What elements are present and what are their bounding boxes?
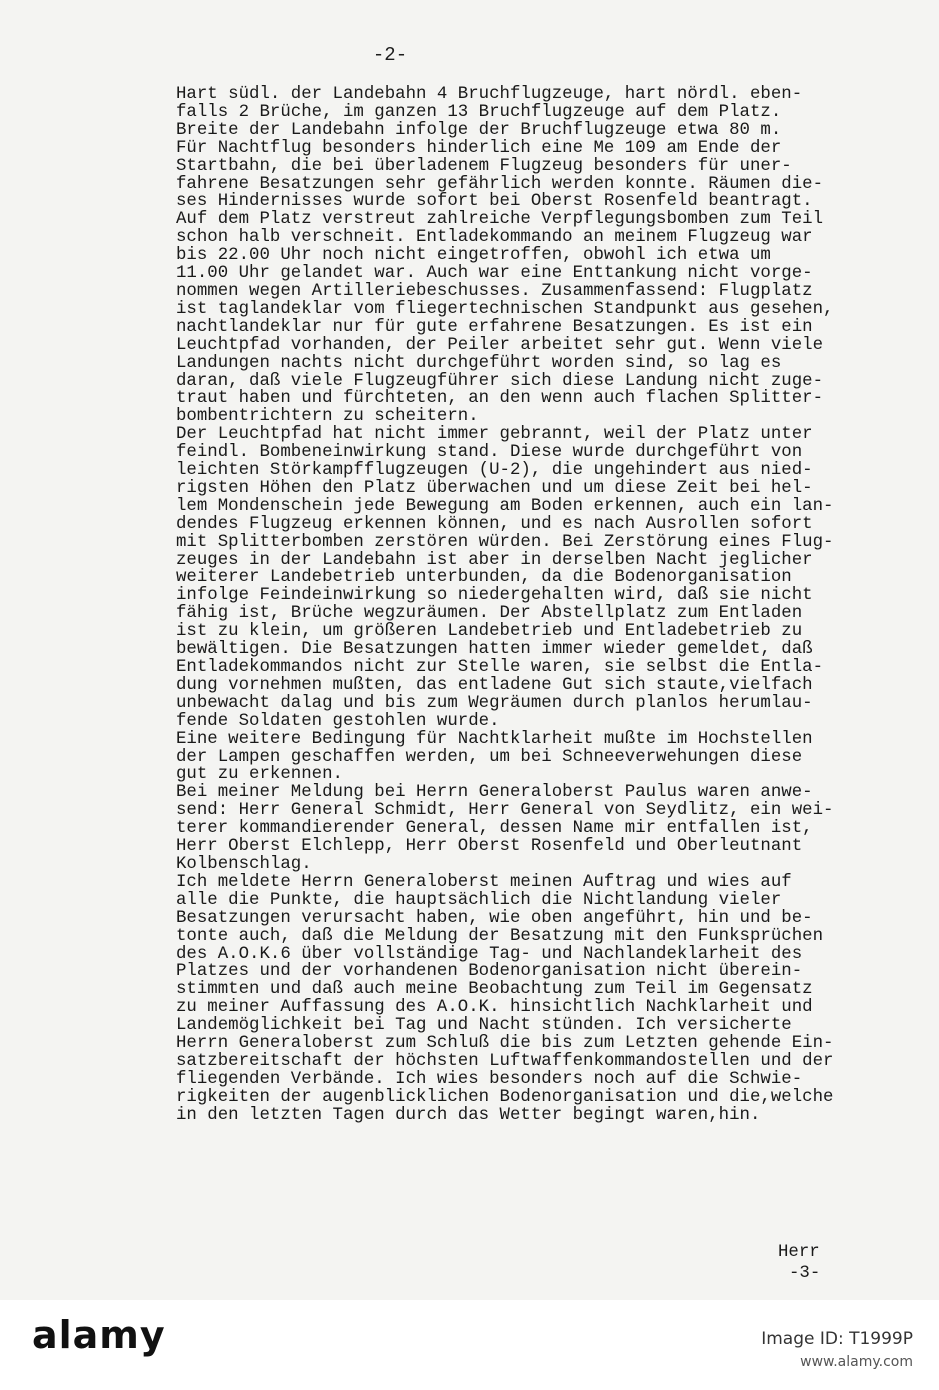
text-line: Kolbenschlag. (176, 854, 312, 874)
text-line: bombentrichtern zu scheitern. (176, 407, 479, 427)
text-line: Bei meiner Meldung bei Herrn Generaloberst Paulus waren anwe- (176, 783, 813, 803)
text-line: Landemöglichkeit bei Tag und Nacht stünden. Ich versicherte (176, 1016, 792, 1036)
text-line: daran, daß viele Flugzeugführer sich diese Landung nicht zuge- (176, 371, 824, 391)
text-line: Der Leuchtpfad hat nicht immer gebrannt, weil der Platz unter (176, 425, 813, 445)
text-line: send: Herr General Schmidt, Herr General von Seydlitz, ein wei- (176, 801, 834, 821)
text-line: in den letzten Tagen durch das Wetter begingt waren,hin. (176, 1105, 761, 1125)
text-line: nachtlandeklar nur für gute erfahrene Besatzungen. Es ist ein (176, 317, 813, 337)
text-line: Herr Oberst Elchlepp, Herr Oberst Rosenfeld und Oberleutnant (176, 837, 803, 857)
text-line: Breite der Landebahn infolge der Bruchflugzeuge etwa 80 m. (176, 120, 782, 140)
text-line: Leuchtpfad vorhanden, der Peiler arbeitet sehr gut. Wenn viele (176, 335, 824, 355)
text-line: Platzes und der vorhandenen Bodenorganisation nicht überein- (176, 962, 803, 982)
text-line: Besatzungen verursacht haben, wie oben angeführt, hin und be- (176, 908, 813, 928)
catchword: Herr (778, 1243, 820, 1262)
text-line: Herrn Generaloberst zum Schluß die bis zum Letzten gehende Ein- (176, 1034, 834, 1054)
text-line: alle die Punkte, die hauptsächlich die Nichtlandung vieler (176, 890, 782, 910)
text-line: fähig ist, Brüche wegzuräumen. Der Abstellplatz zum Entladen (176, 604, 803, 624)
text-line: terer kommandierender General, dessen Name mir entfallen ist, (176, 819, 813, 839)
text-line: satzbereitschaft der höchsten Luftwaffenkommandostellen und der (176, 1051, 834, 1071)
text-line: feindl. Bombeneinwirkung stand. Diese wurde durchgeführt von (176, 443, 803, 463)
text-line: Entladekommandos nicht zur Stelle waren, sie selbst die Entla- (176, 658, 824, 677)
text-line: Ich meldete Herrn Generaloberst meinen Auftrag und wies auf (176, 872, 792, 892)
text-line: Startbahn, die bei überladenem Flugzeug besonders für uner- (176, 156, 792, 176)
site-url: www.alamy.com (800, 1354, 913, 1370)
text-line: bis 22.00 Uhr noch nicht eingetroffen, obwohl ich etwa um (176, 246, 771, 266)
brand-logo: alamy (32, 1313, 166, 1357)
text-line: nommen wegen Artilleriebeschusses. Zusammenfassend: Flugplatz (176, 281, 813, 301)
text-line: Für Nachtflug besonders hinderlich eine Me 109 am Ende der (176, 138, 782, 158)
text-line: zu meiner Auffassung des A.O.K. hinsichtlich Nachklarheit und (176, 998, 813, 1018)
text-line: Eine weitere Bedingung für Nachtklarheit mußte im Hochstellen (176, 729, 813, 749)
text-line: schon halb verschneit. Entladekommando an meinem Flugzeug war (176, 228, 813, 248)
text-line: infolge Feindeinwirkung so niedergehalten wird, daß sie nicht (176, 586, 813, 606)
text-line: traut haben und fürchteten, an den wenn auch flachen Splitter- (176, 389, 824, 409)
text-line: Auf dem Platz verstreut zahlreiche Verpflegungsbomben zum Teil (176, 210, 824, 230)
text-line: dung vornehmen mußten, das entladene Gut sich staute,vielfach (176, 675, 813, 695)
text-line: mit Splitterbomben zerstören würden. Bei Zerstörung eines Flug- (176, 532, 834, 552)
text-line: stimmten und daß auch meine Beobachtung zum Teil im Gegensatz (176, 980, 813, 1000)
text-line: lem Mondenschein jede Bewegung am Boden erkennen, auch ein lan- (176, 496, 834, 516)
text-line: rigkeiten der augenblicklichen Bodenorganisation und die,welche (176, 1087, 834, 1107)
text-line: rigsten Höhen den Platz überwachen und um diese Zeit bei hel- (176, 478, 813, 498)
text-line: bewältigen. Die Besatzungen hatten immer wieder gemeldet, daß (176, 640, 813, 660)
text-line: Hart südl. der Landebahn 4 Bruchflugzeuge, hart nördl. eben- (176, 85, 803, 104)
page-number: -2- (372, 44, 408, 66)
text-line: ist zu klein, um größeren Landebetrieb und Entladebetrieb zu (176, 622, 803, 642)
document-body (176, 86, 936, 1125)
text-line: fende Soldaten gestohlen wurde. (176, 711, 500, 731)
text-line: ist taglandeklar vom fliegertechnischen Standpunkt aus gesehen, (176, 299, 834, 319)
text-line: der Lampen geschaffen werden, um bei Schneeverwehungen diese (176, 747, 803, 767)
next-page-number: -3- (789, 1264, 821, 1283)
image-id-label: Image ID: T1999P (761, 1329, 913, 1349)
text-line: weiterer Landebetrieb unterbunden, da die Bodenorganisation (176, 568, 792, 588)
text-line: falls 2 Brüche, im ganzen 13 Bruchflugzeuge auf dem Platz. (176, 102, 782, 122)
text-line: des A.O.K.6 über vollständige Tag- und Nachlandeklarheit des (176, 944, 803, 964)
text-line: dendes Flugzeug erkennen können, und es nach Ausrollen sofort (176, 514, 813, 534)
text-line: fliegenden Verbände. Ich wies besonders noch auf die Schwie- (176, 1069, 803, 1089)
text-line: fahrene Besatzungen sehr gefährlich werden konnte. Räumen die- (176, 174, 824, 194)
text-line: Landungen nachts nicht durchgeführt worden sind, so lag es (176, 353, 782, 373)
text-line: unbewacht dalag und bis zum Wegräumen durch planlos herumlau- (176, 693, 813, 713)
text-line: tonte auch, daß die Meldung der Besatzung mit den Funksprüchen (176, 926, 824, 946)
text-line: gut zu erkennen. (176, 765, 343, 785)
text-line: zeuges in der Landebahn ist aber in derselben Nacht jeglicher (176, 550, 813, 570)
text-line: leichten Störkampfflugzeugen (U-2), die ungehindert aus nied- (176, 461, 813, 481)
text-line: 11.00 Uhr gelandet war. Auch war eine Enttankung nicht vorge- (176, 264, 813, 284)
text-line: ses Hindernisses wurde sofort bei Oberst Rosenfeld beantragt. (176, 192, 813, 212)
